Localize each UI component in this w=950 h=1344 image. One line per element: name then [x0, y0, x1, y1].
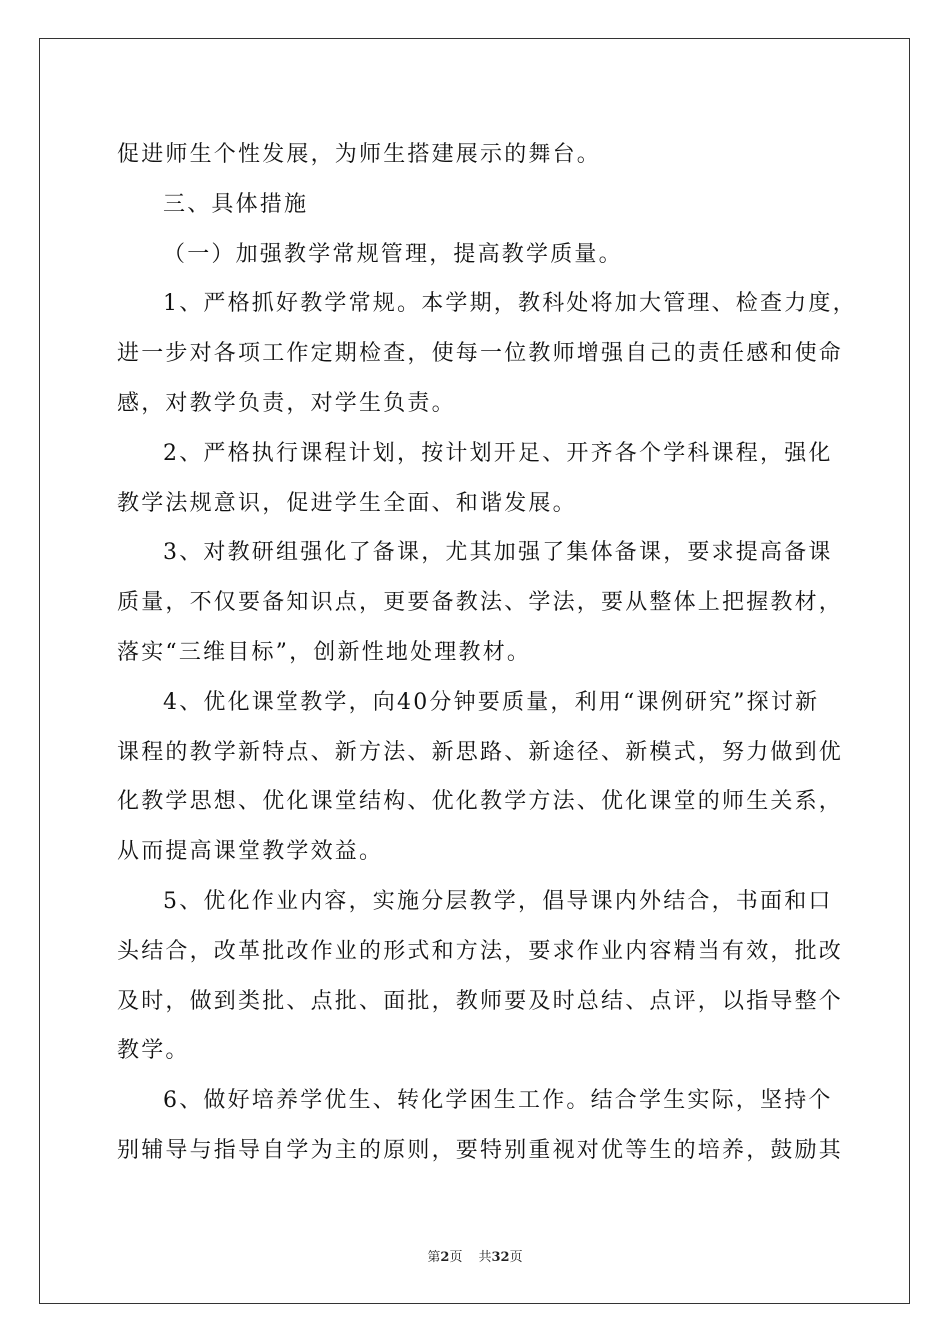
current-page-number: 2 — [440, 1250, 450, 1265]
total-page-count: 32 — [491, 1250, 510, 1265]
text-line: 从而提高课堂教学效益。 — [117, 839, 384, 865]
text-line: 1、严格抓好教学常规。本学期，教科处将加大管理、检查力度， — [163, 291, 857, 317]
subsection-heading: （一）加强教学常规管理，提高教学质量。 — [163, 241, 623, 267]
text-line: 化教学思想、优化课堂结构、优化教学方法、优化课堂的师生关系， — [117, 789, 844, 815]
text-line: 进一步对各项工作定期检查，使每一位教师增强自己的责任感和使命 — [117, 341, 844, 367]
document-body — [117, 130, 857, 1176]
page-prefix: 第 — [427, 1250, 441, 1265]
text-line: 3、对教研组强化了备课，尤其加强了集体备课，要求提高备课 — [163, 540, 833, 566]
text-line: 教学。 — [117, 1038, 190, 1064]
text-line: 质量，不仅要备知识点，更要备教法、学法，要从整体上把握教材， — [117, 590, 844, 616]
text-line: 促进师生个性发展，为师生搭建展示的舞台。 — [117, 142, 602, 167]
section-heading: 三、具体措施 — [163, 191, 309, 217]
total-suffix: 页 — [509, 1250, 523, 1265]
text-line: 及时，做到类批、点批、面批，教师要及时总结、点评，以指导整个 — [117, 988, 844, 1014]
text-line: 课程的教学新特点、新方法、新思路、新途径、新模式，努力做到优 — [117, 739, 844, 765]
total-prefix: 共 — [478, 1250, 492, 1265]
page-suffix: 页 — [449, 1250, 463, 1265]
text-line: 6、做好培养学优生、转化学困生工作。结合学生实际，坚持个 — [163, 1088, 833, 1114]
text-line: 别辅导与指导自学为主的原则，要特别重视对优等生的培养，鼓励其 — [117, 1137, 844, 1163]
text-line: 4、优化课堂教学，向40分钟要质量，利用“课例研究”探讨新 — [163, 689, 820, 715]
text-line: 5、优化作业内容，实施分层教学，倡导课内外结合，书面和口 — [163, 888, 833, 914]
text-line: 2、严格执行课程计划，按计划开足、开齐各个学科课程，强化 — [163, 440, 833, 466]
page-footer — [0, 1246, 950, 1265]
text-line: 落实“三维目标”，创新性地处理教材。 — [117, 639, 532, 665]
text-line: 头结合，改革批改作业的形式和方法，要求作业内容精当有效，批改 — [117, 938, 844, 964]
text-line: 教学法规意识，促进学生全面、和谐发展。 — [117, 490, 577, 516]
text-line: 感，对教学负责，对学生负责。 — [117, 390, 456, 416]
